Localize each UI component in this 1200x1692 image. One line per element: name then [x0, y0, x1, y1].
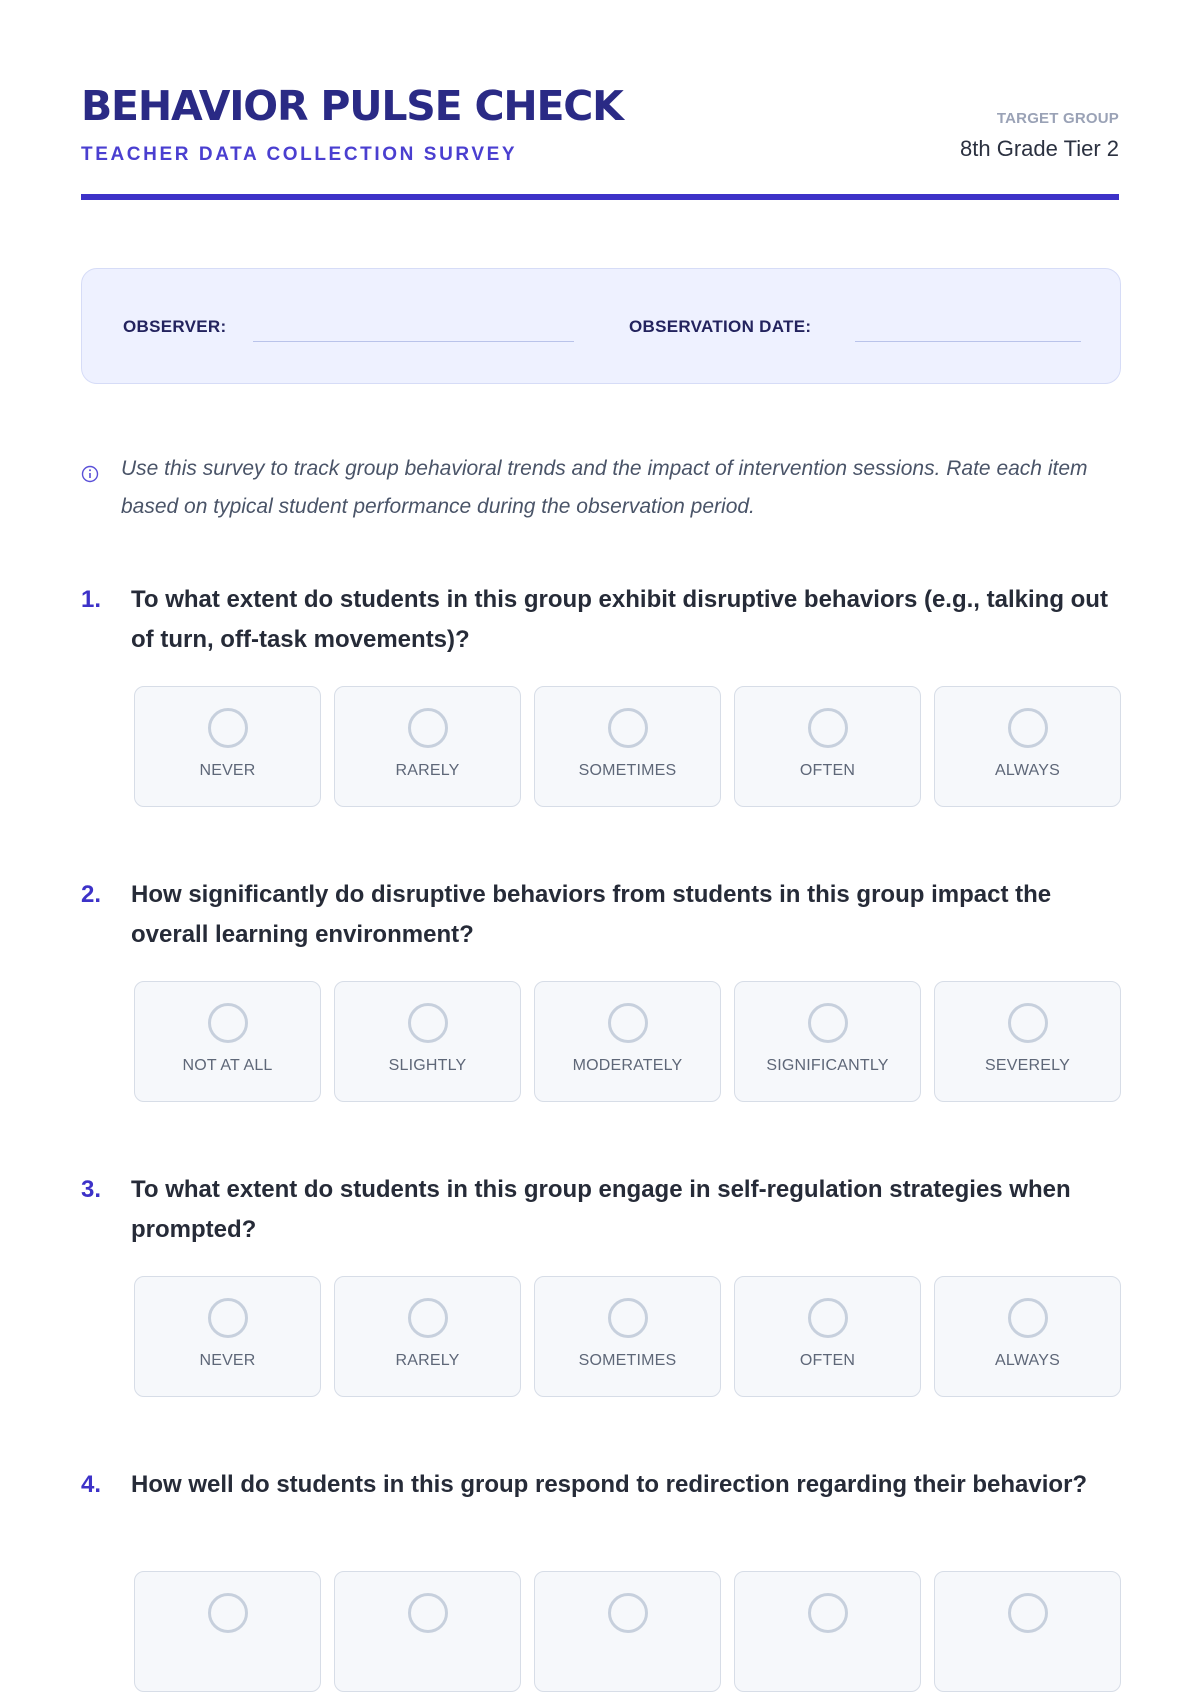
radio-circle-icon[interactable] — [808, 708, 848, 748]
rating-option[interactable] — [134, 1571, 321, 1692]
rating-option[interactable] — [934, 981, 1121, 1102]
radio-circle-icon[interactable] — [808, 1593, 848, 1633]
radio-circle-icon[interactable] — [608, 1003, 648, 1043]
rating-option[interactable] — [334, 686, 521, 807]
question-3 — [81, 1170, 1121, 1369]
observer-label: OBSERVER: — [123, 317, 227, 336]
info-icon — [81, 465, 99, 483]
question-number: 4. — [81, 1471, 102, 1498]
rating-option[interactable] — [734, 1571, 921, 1692]
rating-option-label: RARELY — [395, 1352, 460, 1369]
observer-field[interactable] — [253, 341, 574, 342]
question-4 — [81, 1465, 1121, 1505]
rating-option[interactable] — [534, 686, 721, 807]
radio-circle-icon[interactable] — [608, 1593, 648, 1633]
rating-option-label: MODERATELY — [572, 1057, 683, 1074]
rating-option[interactable] — [934, 1276, 1121, 1397]
target-group-value: 8th Grade Tier 2 — [960, 136, 1119, 161]
radio-circle-icon[interactable] — [408, 1593, 448, 1633]
rating-options — [134, 686, 1121, 807]
rating-option-label: SLIGHTLY — [388, 1057, 467, 1074]
question-2 — [81, 875, 1121, 1074]
radio-circle-icon[interactable] — [608, 1298, 648, 1338]
rating-option-label: RARELY — [395, 762, 460, 779]
rating-option[interactable] — [934, 686, 1121, 807]
rating-option[interactable] — [134, 981, 321, 1102]
target-group-label: TARGET GROUP — [996, 110, 1119, 127]
observation-date-field[interactable] — [855, 341, 1081, 342]
rating-option[interactable] — [734, 1276, 921, 1397]
rating-option-label: SIGNIFICANTLY — [766, 1057, 889, 1074]
survey-instructions — [81, 450, 1121, 526]
radio-circle-icon[interactable] — [1008, 1003, 1048, 1043]
question-text: How significantly do disruptive behaviors from students in this group impact the overall learning environment? — [131, 881, 1052, 948]
radio-circle-icon[interactable] — [208, 1593, 248, 1633]
rating-option[interactable] — [734, 981, 921, 1102]
rating-option-label: ALWAYS — [995, 762, 1060, 779]
rating-option[interactable] — [334, 1571, 521, 1692]
rating-option[interactable] — [534, 981, 721, 1102]
survey-header — [81, 0, 1119, 200]
radio-circle-icon[interactable] — [608, 708, 648, 748]
question-number: 3. — [81, 1176, 102, 1203]
rating-option-label: NOT AT ALL — [182, 1057, 273, 1074]
radio-circle-icon[interactable] — [208, 1003, 248, 1043]
radio-circle-icon[interactable] — [1008, 708, 1048, 748]
radio-circle-icon[interactable] — [408, 708, 448, 748]
rating-option-label: OFTEN — [799, 762, 856, 779]
rating-option-label: SEVERELY — [985, 1057, 1070, 1074]
question-number: 1. — [81, 586, 102, 613]
observer-info-box — [81, 268, 1121, 384]
radio-circle-icon[interactable] — [1008, 1593, 1048, 1633]
radio-circle-icon[interactable] — [408, 1003, 448, 1043]
rating-option[interactable] — [934, 1571, 1121, 1692]
rating-options — [134, 1571, 1121, 1692]
radio-circle-icon[interactable] — [208, 1298, 248, 1338]
page-title: BEHAVIOR PULSE CHECK — [81, 82, 623, 130]
rating-option[interactable] — [534, 1276, 721, 1397]
instructions-text: Use this survey to track group behavioral trends and the impact of intervention sessions. Rate each item based on typical student performance during the observation period. — [121, 457, 1088, 518]
rating-option-label: SOMETIMES — [578, 762, 677, 779]
rating-option[interactable] — [734, 686, 921, 807]
question-1 — [81, 580, 1121, 779]
question-text: To what extent do students in this group exhibit disruptive behaviors (e.g., talking out of turn, off-task movements)? — [131, 586, 1108, 653]
rating-option-label: OFTEN — [799, 1352, 856, 1369]
page-subtitle: TEACHER DATA COLLECTION SURVEY — [81, 144, 518, 165]
question-text: How well do students in this group respond to redirection regarding their behavior? — [131, 1471, 1088, 1498]
rating-options — [134, 1276, 1121, 1397]
radio-circle-icon[interactable] — [208, 708, 248, 748]
radio-circle-icon[interactable] — [808, 1003, 848, 1043]
observation-date-label: OBSERVATION DATE: — [629, 317, 812, 336]
rating-option[interactable] — [134, 1276, 321, 1397]
rating-option[interactable] — [334, 981, 521, 1102]
rating-option[interactable] — [134, 686, 321, 807]
radio-circle-icon[interactable] — [1008, 1298, 1048, 1338]
rating-option-label: SOMETIMES — [578, 1352, 677, 1369]
rating-options — [134, 981, 1121, 1102]
radio-circle-icon[interactable] — [808, 1298, 848, 1338]
radio-circle-icon[interactable] — [408, 1298, 448, 1338]
rating-option-label: ALWAYS — [995, 1352, 1060, 1369]
rating-option[interactable] — [534, 1571, 721, 1692]
rating-option-label: NEVER — [199, 1352, 256, 1369]
rating-option[interactable] — [334, 1276, 521, 1397]
question-number: 2. — [81, 881, 102, 908]
rating-option-label: NEVER — [199, 762, 256, 779]
question-text: To what extent do students in this group engage in self-regulation strategies when prompted? — [131, 1176, 1071, 1243]
